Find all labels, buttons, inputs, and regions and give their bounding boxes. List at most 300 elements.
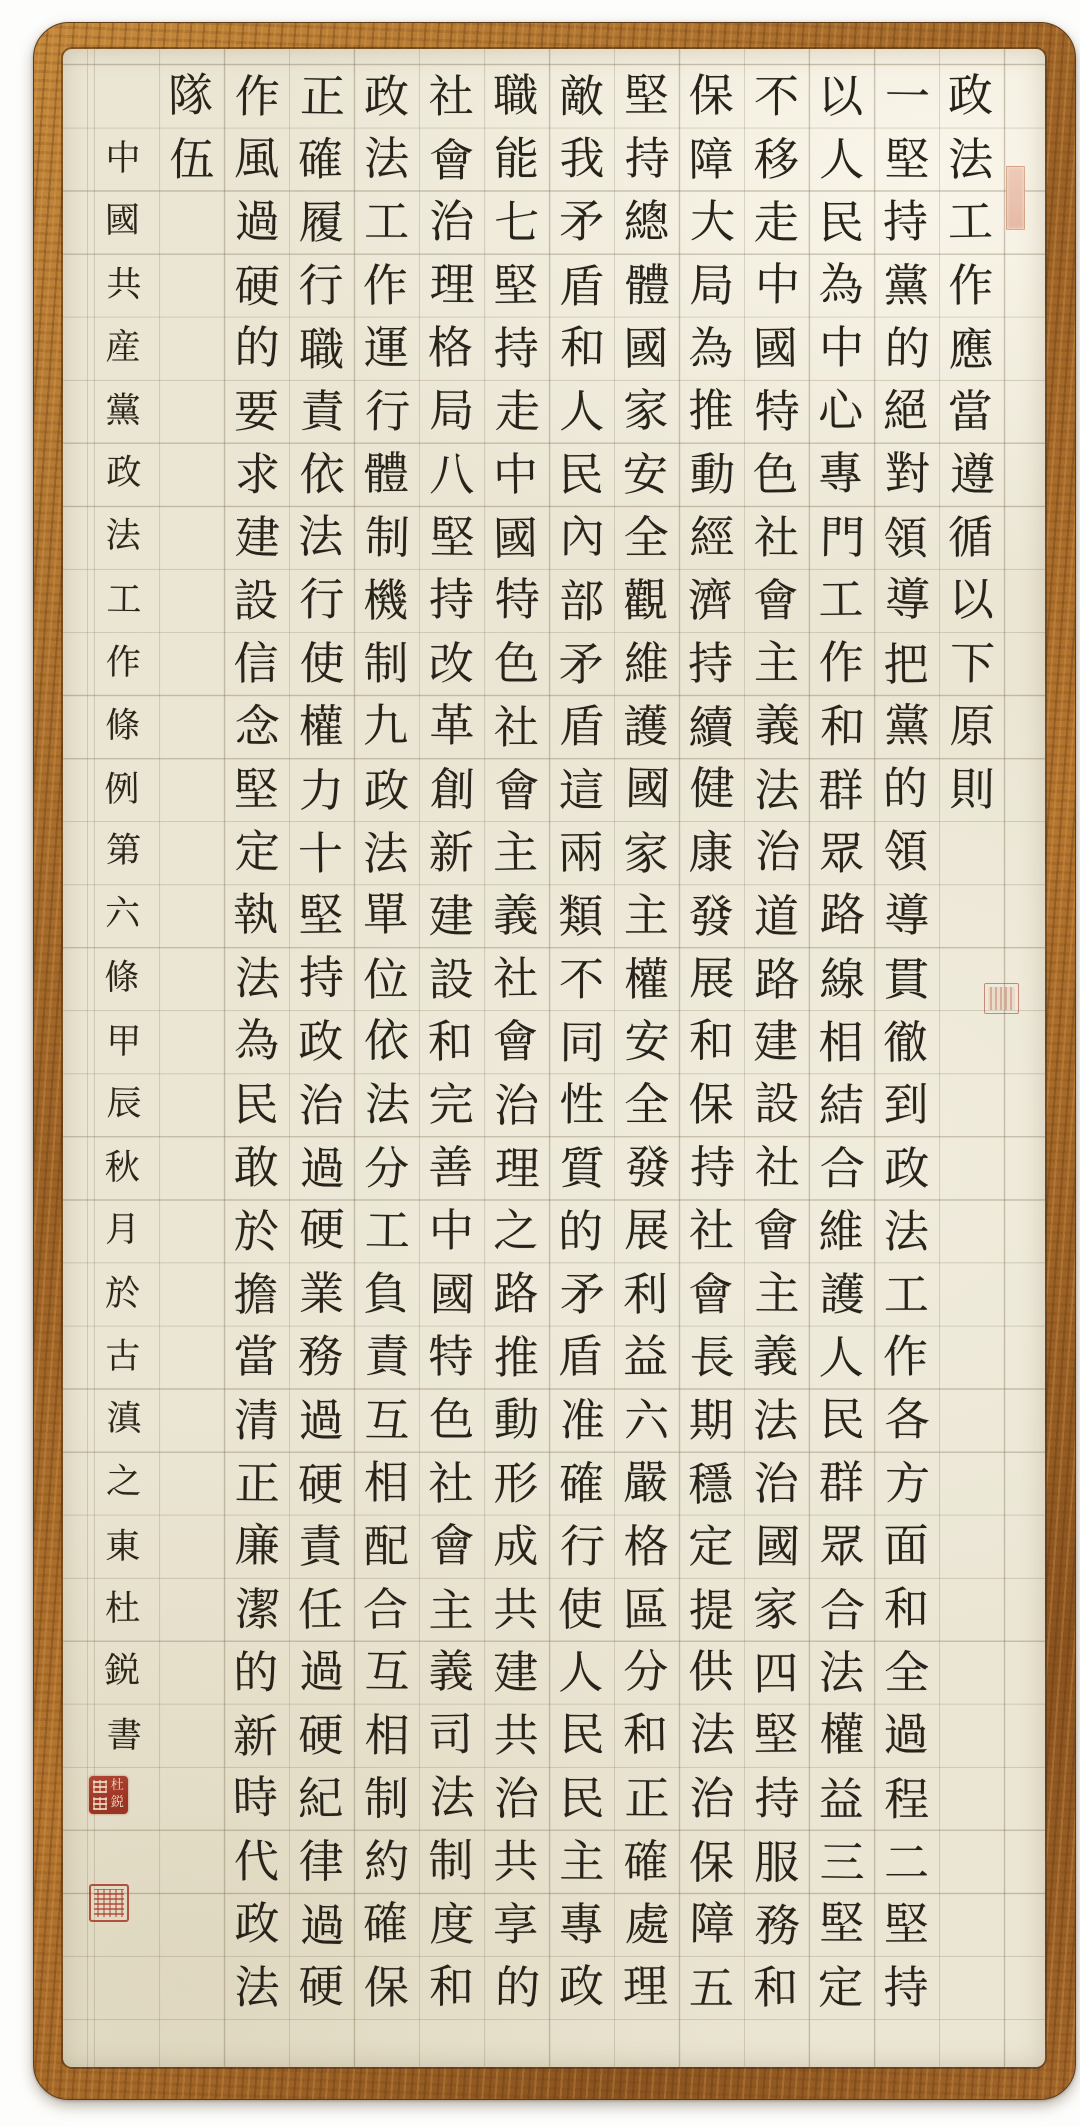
calligraphy-character: 硬 (299, 1203, 345, 1257)
calligraphy-character: 色 (429, 1392, 475, 1446)
calligraphy-character: 我 (559, 131, 605, 186)
calligraphy-character: 的 (234, 320, 280, 374)
calligraphy-character: 潔 (234, 1582, 281, 1637)
calligraphy-column-9 (419, 65, 484, 2020)
calligraphy-character: 政 (297, 1014, 344, 1069)
calligraphy-character: 治 (493, 1772, 539, 1826)
calligraphy-character: 民 (558, 448, 604, 502)
calligraphy-character: 過 (299, 1141, 346, 1196)
calligraphy-character: 治 (493, 1078, 539, 1132)
calligraphy-character: 展 (624, 1203, 670, 1257)
calligraphy-character: 國 (623, 321, 669, 375)
calligraphy-character: 會 (492, 1014, 539, 1069)
calligraphy-character: 動 (493, 1393, 539, 1447)
calligraphy-character: 相 (363, 1455, 409, 1509)
seal-character: 杜 (110, 1778, 124, 1793)
calligraphy-character: 相 (818, 1015, 864, 1069)
calligraphy-character: 律 (298, 1835, 344, 1889)
calligraphy-character: 循 (947, 510, 994, 564)
calligraphy-character: 分 (364, 1141, 410, 1195)
calligraphy-character: 使 (557, 1582, 604, 1637)
calligraphy-character: 伍 (169, 133, 215, 187)
calligraphy-character: 障 (688, 132, 734, 187)
calligraphy-character: 應 (948, 322, 994, 376)
calligraphy-character: 的 (557, 1205, 604, 1259)
calligraphy-character: 健 (689, 761, 736, 816)
calligraphy-character: 政 (947, 68, 994, 122)
calligraphy-character: 司 (427, 1707, 474, 1762)
calligraphy-character: 責 (364, 1329, 411, 1384)
calligraphy-character: 處 (624, 1897, 671, 1952)
calligraphy-character: 設 (233, 573, 279, 628)
calligraphy-character: 治 (754, 825, 801, 879)
calligraphy-character: 治 (429, 194, 475, 248)
calligraphy-character: 要 (234, 385, 280, 439)
calligraphy-character: 法 (689, 1707, 736, 1762)
colophon-character: 於 (104, 1274, 141, 1315)
calligraphy-column-6 (614, 65, 679, 2020)
calligraphy-character: 制 (428, 1833, 474, 1888)
calligraphy-character: 家 (623, 826, 669, 881)
calligraphy-character: 依 (299, 447, 345, 502)
calligraphy-character: 和 (752, 1961, 799, 2015)
calligraphy-character: 工 (947, 195, 994, 249)
calligraphy-character: 堅 (819, 1897, 865, 1951)
calligraphy-character: 動 (689, 448, 736, 502)
calligraphy-character: 人 (559, 384, 605, 439)
colophon-character: 作 (105, 643, 141, 684)
calligraphy-character: 定 (234, 824, 280, 879)
colophon-character: 産 (105, 328, 141, 369)
calligraphy-character: 門 (819, 510, 866, 565)
calligraphy-character: 代 (233, 1834, 279, 1888)
calligraphy-character: 為 (818, 258, 864, 312)
calligraphy-character: 安 (622, 447, 669, 502)
calligraphy-character: 任 (297, 1582, 344, 1636)
colophon-character: 鋭 (104, 1650, 140, 1692)
calligraphy-character: 中 (754, 257, 801, 312)
calligraphy-character: 盾 (559, 259, 605, 313)
calligraphy-character: 義 (754, 699, 801, 753)
lead-mark-seal (1006, 166, 1025, 230)
calligraphy-character: 群 (818, 1456, 864, 1510)
calligraphy-character: 貫 (883, 952, 929, 1006)
calligraphy-character: 權 (298, 699, 344, 753)
artist-seal-relief-icon (89, 1884, 129, 1922)
calligraphy-character: 共 (493, 1709, 539, 1763)
calligraphy-character: 堅 (623, 69, 669, 123)
calligraphy-character: 和 (559, 320, 606, 375)
colophon-character: 共 (106, 264, 142, 306)
calligraphy-character: 堅 (492, 259, 539, 313)
calligraphy-character: 國 (492, 511, 539, 566)
calligraphy-character: 康 (688, 825, 734, 880)
calligraphy-character: 期 (688, 1393, 734, 1447)
calligraphy-character: 社 (427, 1456, 474, 1511)
calligraphy-character: 以 (948, 572, 994, 627)
calligraphy-character: 體 (363, 447, 409, 501)
calligraphy-character: 合 (819, 1141, 866, 1196)
calligraphy-character: 社 (754, 1140, 801, 1195)
calligraphy-character: 運 (363, 320, 409, 374)
calligraphy-character: 對 (884, 446, 931, 501)
calligraphy-character: 形 (493, 1457, 539, 1511)
calligraphy-character: 持 (493, 321, 539, 376)
calligraphy-character: 會 (687, 1267, 734, 1321)
calligraphy-character: 履 (298, 196, 344, 250)
calligraphy-character: 部 (559, 574, 605, 628)
calligraphy-character: 當 (233, 1330, 279, 1384)
calligraphy-character: 社 (754, 511, 800, 565)
calligraphy-character: 國 (754, 1519, 801, 1574)
calligraphy-character: 同 (559, 1015, 605, 1069)
calligraphy-character: 依 (363, 1014, 409, 1068)
calligraphy-character: 導 (884, 888, 930, 942)
margin-seal-icon (984, 983, 1019, 1014)
calligraphy-character: 會 (753, 1204, 799, 1258)
calligraphy-character: 確 (362, 1896, 409, 1951)
calligraphy-character: 專 (817, 446, 864, 501)
calligraphy-character: 國 (429, 1267, 476, 1321)
calligraphy-character: 各 (884, 1393, 930, 1447)
calligraphy-character: 共 (492, 1835, 539, 1889)
calligraphy-character: 硬 (234, 259, 280, 313)
colophon-character: 條 (103, 958, 140, 999)
calligraphy-character: 心 (817, 383, 864, 438)
calligraphy-character: 和 (427, 1014, 474, 1069)
calligraphy-character: 格 (623, 1520, 669, 1574)
calligraphy-character: 三 (819, 1835, 866, 1890)
calligraphy-column-8 (484, 65, 549, 2020)
calligraphy-character: 中 (428, 1203, 474, 1257)
calligraphy-character: 局 (689, 258, 735, 312)
calligraphy-character: 過 (298, 1394, 344, 1448)
calligraphy-character: 徹 (882, 1015, 929, 1070)
calligraphy-character: 八 (429, 447, 475, 502)
calligraphy-character: 法 (364, 1077, 411, 1132)
calligraphy-character: 法 (364, 132, 410, 186)
calligraphy-character: 會 (753, 573, 799, 627)
calligraphy-character: 持 (687, 636, 734, 691)
calligraphy-character: 法 (883, 1204, 929, 1258)
colophon-character: 第 (105, 831, 142, 872)
calligraphy-character: 主 (754, 1266, 800, 1321)
calligraphy-character: 建 (428, 889, 474, 943)
calligraphy-character: 保 (688, 1077, 734, 1132)
calligraphy-character: 維 (624, 636, 670, 690)
calligraphy-character: 會 (494, 763, 540, 817)
calligraphy-character: 護 (623, 699, 669, 754)
calligraphy-character: 理 (429, 257, 476, 312)
calligraphy-character: 改 (428, 636, 474, 690)
calligraphy-column-12 (224, 65, 289, 2020)
calligraphy-character: 推 (687, 383, 734, 438)
calligraphy-character: 不 (559, 953, 605, 1007)
calligraphy-character: 黨 (884, 698, 930, 753)
calligraphy-character: 准 (559, 1394, 606, 1448)
calligraphy-character: 使 (299, 636, 345, 690)
calligraphy-character: 紀 (297, 1771, 344, 1826)
colophon-character: 古 (105, 1337, 141, 1378)
calligraphy-character: 則 (949, 763, 995, 817)
calligraphy-character: 務 (297, 1329, 344, 1384)
calligraphy-character: 局 (429, 384, 475, 438)
calligraphy-character: 持 (754, 1771, 800, 1826)
calligraphy-character: 定 (688, 1520, 734, 1574)
colophon-character: 杜 (104, 1589, 141, 1630)
calligraphy-character: 求 (234, 448, 281, 502)
calligraphy-character: 為 (234, 1014, 280, 1068)
calligraphy-character: 行 (298, 258, 344, 312)
calligraphy-character: 善 (427, 1140, 474, 1194)
colophon-character: 秋 (104, 1148, 140, 1189)
calligraphy-character: 理 (622, 1959, 669, 2014)
calligraphy-character: 把 (883, 637, 929, 691)
calligraphy-character: 之 (492, 1203, 539, 1258)
calligraphy-character: 持 (883, 1960, 929, 2015)
seal-carving (93, 1780, 107, 1793)
calligraphy-character: 權 (819, 1708, 865, 1762)
calligraphy-character: 堅 (883, 1898, 929, 1952)
calligraphy-character: 長 (689, 1330, 735, 1385)
calligraphy-character: 色 (494, 636, 540, 690)
calligraphy-character: 堅 (753, 1708, 799, 1762)
calligraphy-character: 過 (299, 1644, 345, 1698)
calligraphy-character: 和 (883, 1582, 929, 1636)
calligraphy-character: 全 (624, 1078, 670, 1132)
calligraphy-character: 色 (752, 448, 799, 502)
calligraphy-character: 硬 (298, 1959, 344, 2014)
calligraphy-character: 推 (493, 1330, 539, 1384)
calligraphy-column-1 (939, 65, 1004, 2020)
calligraphy-character: 特 (754, 384, 801, 439)
calligraphy-character: 新 (232, 1709, 279, 1763)
calligraphy-character: 設 (428, 952, 474, 1007)
calligraphy-character: 治 (689, 1771, 735, 1825)
calligraphy-character: 責 (299, 384, 346, 439)
calligraphy-character: 走 (494, 384, 541, 438)
calligraphy-character: 確 (558, 1456, 604, 1510)
calligraphy-character: 社 (492, 952, 539, 1006)
calligraphy-column-5 (679, 65, 744, 2020)
calligraphy-character: 責 (297, 1519, 344, 1574)
colophon-character: 東 (105, 1526, 141, 1567)
calligraphy-character: 革 (429, 698, 475, 753)
calligraphy-character: 力 (298, 763, 344, 817)
calligraphy-character: 分 (623, 1644, 669, 1699)
calligraphy-character: 法 (818, 1645, 864, 1699)
calligraphy-character: 享 (492, 1898, 539, 1952)
calligraphy-character: 新 (428, 825, 474, 880)
calligraphy-character: 體 (624, 258, 671, 312)
calligraphy-character: 群 (818, 763, 864, 817)
calligraphy-character: 社 (689, 1204, 735, 1258)
colophon-character: 國 (104, 200, 141, 242)
calligraphy-character: 類 (558, 889, 604, 943)
calligraphy-character: 護 (819, 1267, 866, 1322)
calligraphy-character: 會 (429, 1518, 475, 1573)
calligraphy-character: 觀 (622, 573, 669, 628)
calligraphy-character: 十 (297, 826, 344, 880)
calligraphy-character: 持 (298, 951, 344, 1005)
calligraphy-character: 主 (492, 825, 539, 880)
calligraphy-character: 廉 (234, 1519, 281, 1573)
artwork-frame (33, 22, 1076, 2100)
calligraphy-column-4 (744, 65, 809, 2020)
calligraphy-character: 念 (234, 699, 281, 754)
calligraphy-character: 信 (233, 636, 279, 691)
calligraphy-character: 遵 (949, 447, 996, 502)
calligraphy-character: 民 (559, 1707, 605, 1762)
calligraphy-character: 眾 (819, 826, 865, 880)
calligraphy-character: 作 (362, 259, 409, 313)
calligraphy-character: 為 (687, 321, 734, 376)
calligraphy-character: 創 (429, 762, 476, 817)
calligraphy-character: 黨 (883, 258, 929, 312)
calligraphy-character: 配 (363, 1520, 409, 1574)
calligraphy-character: 法 (362, 826, 409, 880)
calligraphy-character: 濟 (687, 573, 734, 628)
calligraphy-character: 理 (494, 1141, 541, 1196)
calligraphy-character: 結 (819, 1079, 865, 1133)
calligraphy-character: 風 (234, 131, 280, 185)
calligraphy-character: 全 (623, 510, 669, 565)
calligraphy-character: 社 (428, 69, 474, 123)
colophon-character: 中 (105, 138, 141, 179)
calligraphy-column-10 (354, 65, 419, 2020)
calligraphy-character: 路 (819, 887, 866, 942)
calligraphy-character: 相 (364, 1709, 410, 1763)
calligraphy-character: 治 (753, 1456, 799, 1510)
calligraphy-character: 主 (623, 888, 669, 942)
calligraphy-character: 發 (688, 889, 734, 944)
calligraphy-character: 清 (234, 1394, 280, 1448)
calligraphy-character: 定 (817, 1960, 864, 2015)
calligraphy-character: 職 (299, 322, 345, 376)
calligraphy-character: 國 (752, 321, 799, 375)
calligraphy-character: 保 (688, 68, 734, 123)
calligraphy-character: 民 (233, 1077, 279, 1132)
calligraphy-character: 行 (364, 384, 411, 439)
calligraphy-character: 法 (234, 951, 281, 1005)
colophon-character: 六 (104, 894, 141, 935)
calligraphy-character: 中 (492, 447, 539, 501)
calligraphy-character: 路 (754, 952, 800, 1006)
calligraphy-character: 過 (883, 1707, 929, 1762)
calligraphy-character: 作 (234, 69, 281, 123)
calligraphy-character: 合 (362, 1582, 409, 1637)
calligraphy-character: 和 (819, 699, 866, 754)
calligraphy-character: 發 (624, 1140, 671, 1195)
calligraphy-character: 確 (623, 1834, 669, 1889)
colophon-character: 甲 (106, 1021, 142, 1062)
colophon-character: 政 (106, 452, 142, 494)
calligraphy-character: 續 (688, 700, 734, 754)
calligraphy-character: 服 (754, 1835, 800, 1889)
calligraphy-column-13 (159, 65, 224, 2020)
calligraphy-character: 的 (494, 1960, 541, 2015)
calligraphy-character: 格 (427, 320, 474, 375)
calligraphy-character: 執 (232, 887, 279, 942)
colophon-character: 書 (106, 1715, 143, 1756)
calligraphy-character: 建 (752, 1014, 799, 1069)
calligraphy-character: 矛 (559, 1268, 606, 1322)
calligraphy-character: 社 (493, 700, 539, 754)
calligraphy-character: 會 (429, 133, 475, 187)
calligraphy-character: 以 (817, 69, 864, 124)
calligraphy-character: 經 (689, 510, 735, 564)
calligraphy-character: 正 (624, 1771, 670, 1826)
calligraphy-character: 成 (492, 1519, 539, 1573)
calligraphy-character: 家 (752, 1582, 799, 1636)
calligraphy-character: 制 (364, 510, 411, 565)
calligraphy-character: 總 (624, 194, 670, 249)
calligraphy-character: 家 (622, 383, 669, 438)
calligraphy-character: 內 (559, 509, 605, 564)
seal-character: 鋭 (110, 1795, 124, 1810)
calligraphy-character: 矛 (558, 637, 604, 692)
calligraphy-character: 區 (622, 1582, 669, 1637)
calligraphy-character: 中 (819, 321, 865, 375)
calligraphy-character: 走 (753, 195, 799, 250)
calligraphy-character: 主 (428, 1583, 474, 1637)
calligraphy-character: 質 (559, 1141, 606, 1196)
calligraphy-character: 不 (754, 70, 800, 124)
calligraphy-character: 工 (817, 572, 864, 627)
calligraphy-character: 政 (558, 1960, 604, 2014)
calligraphy-character: 線 (819, 952, 866, 1007)
calligraphy-character: 位 (363, 952, 409, 1006)
calligraphy-character: 於 (233, 1205, 279, 1259)
calligraphy-character: 作 (948, 258, 994, 313)
calligraphy-character: 人 (819, 133, 865, 187)
colophon-character: 之 (105, 1462, 142, 1503)
calligraphy-character: 治 (298, 1078, 344, 1132)
calligraphy-character: 一 (884, 69, 931, 124)
colophon-character: 月 (104, 1209, 141, 1251)
calligraphy-character: 的 (884, 322, 931, 376)
calligraphy-character: 方 (884, 1456, 931, 1511)
calligraphy-character: 原 (949, 699, 995, 754)
calligraphy-character: 盾 (559, 699, 605, 754)
colophon-character: 工 (106, 579, 142, 621)
calligraphy-character: 堅 (233, 762, 279, 816)
calligraphy-character: 持 (882, 194, 929, 248)
calligraphy-character: 民 (559, 1771, 605, 1825)
calligraphy-column-11 (289, 65, 354, 2020)
calligraphy-character: 領 (883, 824, 929, 879)
colophon-character: 滇 (106, 1398, 142, 1440)
calligraphy-character: 盾 (557, 1329, 604, 1384)
calligraphy-character: 特 (494, 572, 541, 627)
calligraphy-column-7 (549, 65, 614, 2020)
colophon-character: 例 (104, 769, 140, 810)
calligraphy-character: 障 (689, 1896, 736, 1951)
calligraphy-character: 穩 (687, 1457, 734, 1511)
calligraphy-character: 行 (299, 573, 345, 627)
calligraphy-character: 能 (493, 132, 539, 186)
calligraphy-character: 法 (752, 1393, 799, 1447)
colophon-character: 黨 (105, 390, 141, 431)
calligraphy-character: 互 (364, 1393, 410, 1448)
calligraphy-character: 作 (818, 635, 864, 690)
calligraphy-character: 持 (689, 1140, 736, 1195)
calligraphy-character: 設 (754, 1077, 800, 1131)
calligraphy-character: 民 (819, 1392, 865, 1447)
calligraphy-character: 展 (689, 951, 735, 1005)
calligraphy-character: 領 (882, 511, 929, 566)
calligraphy-character: 民 (818, 195, 864, 250)
